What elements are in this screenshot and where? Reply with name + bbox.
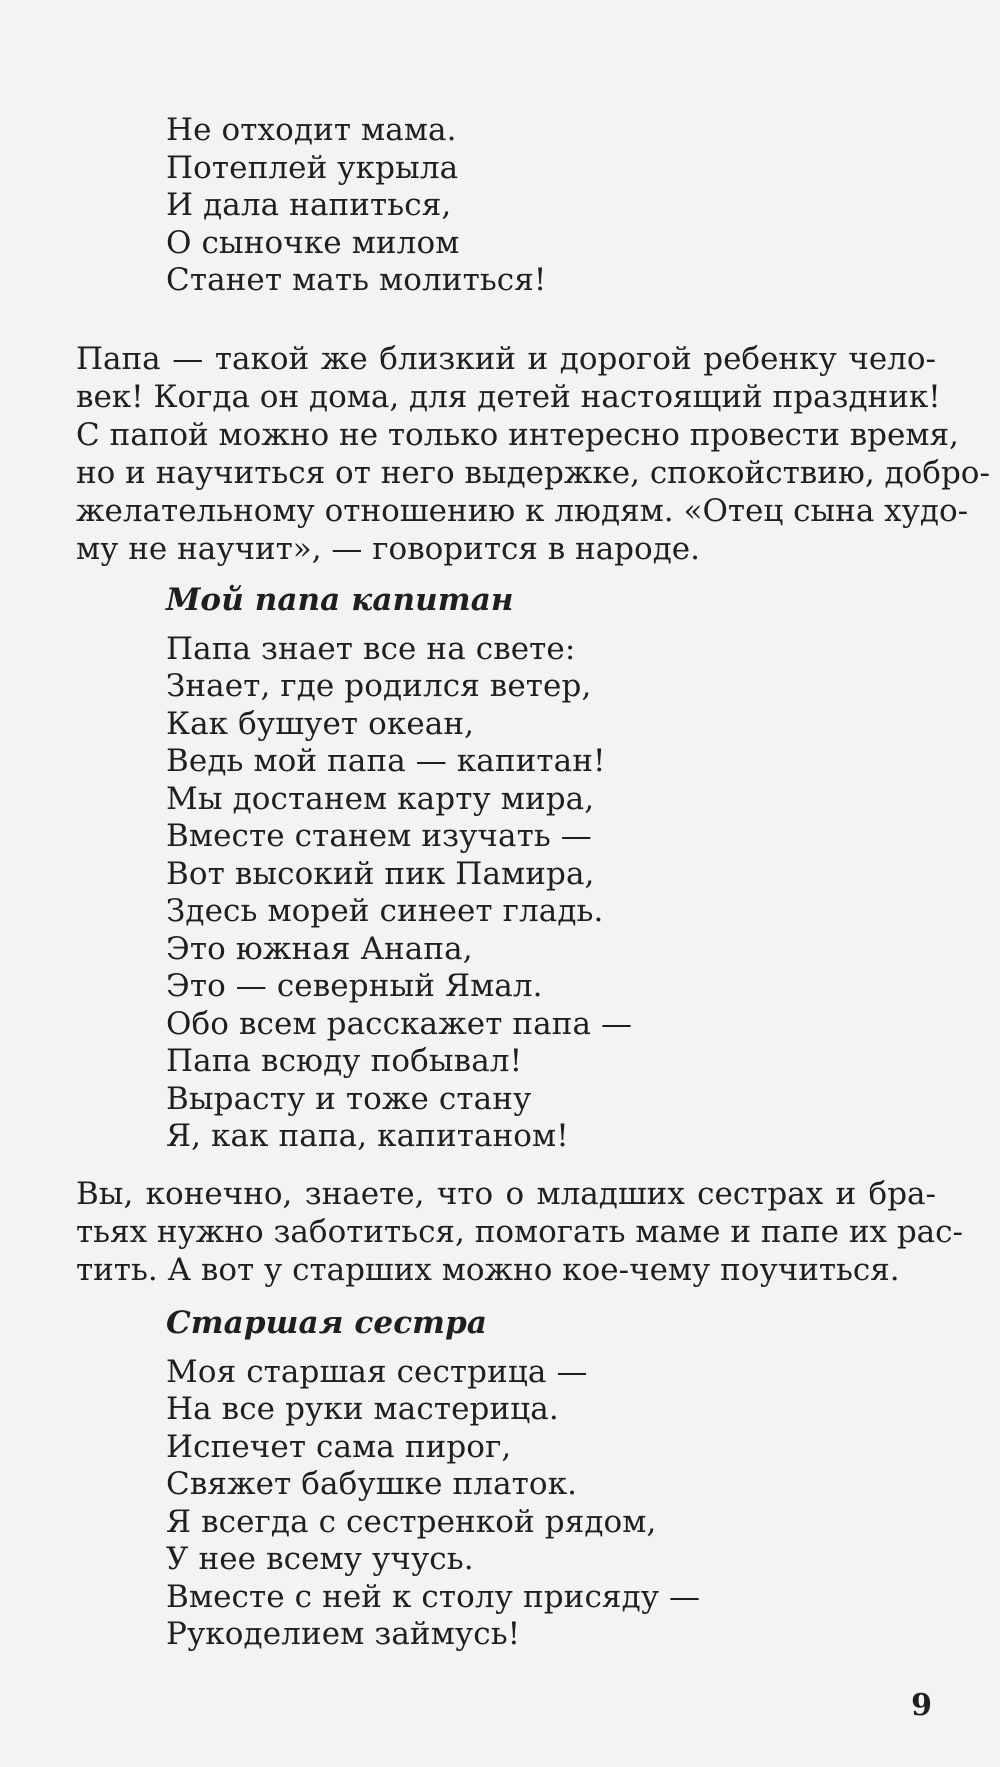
poem-older-sister — [166, 1305, 700, 1654]
poem-my-papa-captain — [166, 582, 632, 1156]
page-number: 9 — [911, 1688, 932, 1723]
poem-line: Вот высокий пик Памира, — [166, 855, 595, 892]
poem-line: Обо всем расскажет папа — — [166, 1005, 633, 1042]
poem-title: Мой папа капитан — [166, 582, 514, 618]
poem-line: Вместе станем изучать — — [166, 818, 592, 854]
poem-line: Мы достанем карту мира, — [166, 780, 595, 817]
poem-line: Потеплей укрыла — [166, 149, 459, 186]
poem-line: И дала напиться, — [166, 187, 452, 223]
poem-line: Станет мать молиться! — [166, 262, 547, 298]
poem-line: Это южная Анапа, — [166, 930, 473, 967]
poem-line: Папа знает все на свете: — [166, 630, 576, 667]
paragraph-about-father — [76, 340, 990, 568]
poem-line: Свяжет бабушке платок. — [166, 1466, 578, 1502]
paragraph-line: век! Когда он дома, для детей настоящий праздник! — [76, 379, 941, 415]
poem-line: На все руки мастерица. — [166, 1391, 559, 1427]
paragraph-line: С папой можно не только интересно провести время, — [76, 417, 959, 453]
poem-line: У нее всему учусь. — [166, 1541, 474, 1577]
poem-line: О сыночке милом — [166, 224, 460, 261]
paragraph-about-siblings — [76, 1175, 963, 1289]
poem-line: Испечет сама пирог, — [166, 1428, 512, 1465]
poem-line: Рукоделием займусь! — [166, 1616, 521, 1652]
paragraph-line: тьях нужно заботиться, помогать маме и папе их рас- — [76, 1214, 963, 1250]
paragraph-line: му не научит», — говорится в народе. — [76, 531, 700, 567]
paragraph-line: желательному отношению к людям. «Отец сына худо- — [76, 493, 969, 529]
poem-line: Я, как папа, капитаном! — [166, 1118, 569, 1154]
poem-line: Вместе с ней к столу присяду — — [166, 1578, 701, 1615]
poem-continuation — [166, 112, 546, 300]
paragraph-line: Папа — такой же близкий и дорогой ребенку чело- — [76, 341, 936, 377]
poem-line: Знает, где родился ветер, — [166, 668, 592, 704]
poem-line: Здесь морей синеет гладь. — [166, 893, 604, 929]
poem-line: Вырасту и тоже стану — [166, 1080, 532, 1117]
paragraph-line: но и научиться от него выдержке, спокойствию, добро- — [76, 455, 990, 491]
paragraph-line: тить. А вот у старших можно кое-чему поучиться. — [76, 1252, 900, 1288]
poem-title: Старшая сестра — [166, 1305, 488, 1341]
paragraph-line: Вы, конечно, знаете, что о младших сестрах и бра- — [76, 1176, 936, 1212]
poem-line: Моя старшая сестрица — — [166, 1353, 588, 1390]
poem-line: Не отходит мама. — [166, 112, 457, 148]
poem-line: Папа всюду побывал! — [166, 1043, 523, 1079]
poem-line: Я всегда с сестренкой рядом, — [166, 1503, 657, 1540]
poem-line: Как бушует океан, — [166, 705, 475, 742]
poem-line: Это — северный Ямал. — [166, 968, 543, 1004]
poem-line: Ведь мой папа — капитан! — [166, 743, 606, 779]
